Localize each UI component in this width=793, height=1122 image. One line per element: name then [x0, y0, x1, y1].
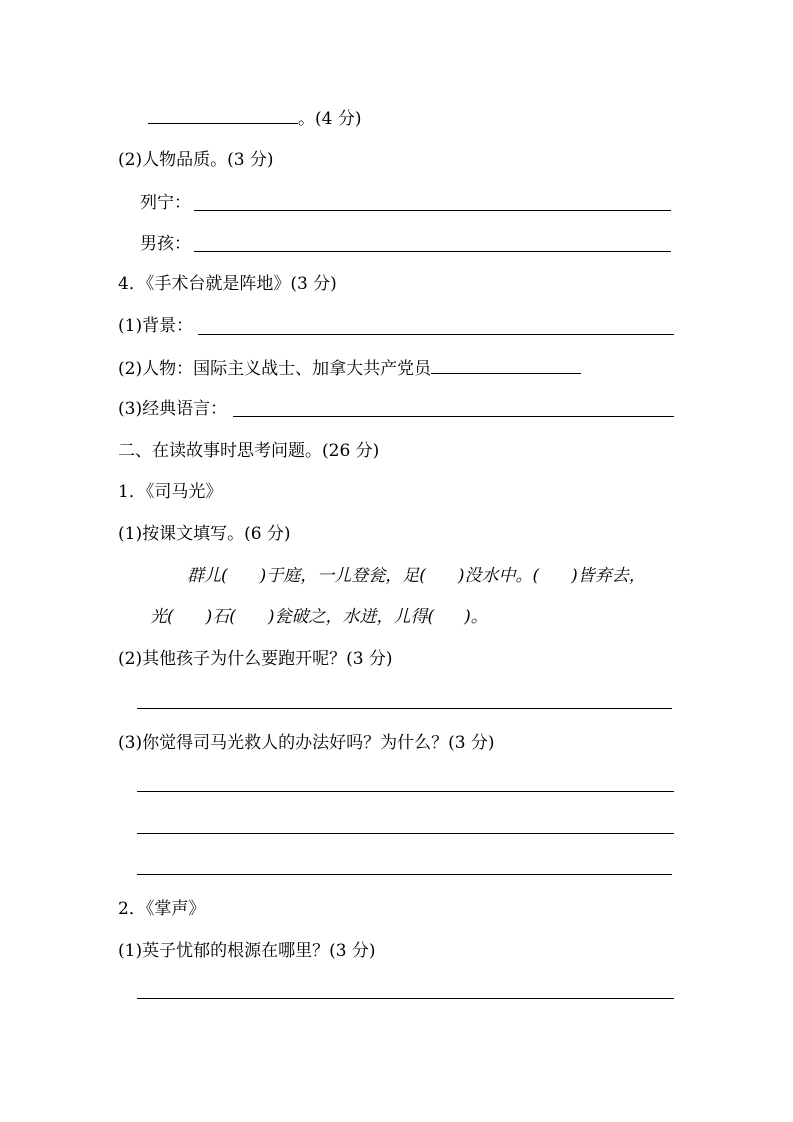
- s2q1-q2-answer-line[interactable]: [137, 708, 672, 709]
- cloze-line-1: [187, 565, 646, 587]
- boy-label: 男孩：: [140, 234, 191, 254]
- cloze-text: )没水中。(: [457, 566, 540, 586]
- lenin-answer-line[interactable]: [194, 210, 671, 211]
- lenin-label: 列宁：: [140, 193, 191, 213]
- q4-person-label: (2)人物：国际主义战士、加拿大共产党员: [118, 359, 432, 379]
- section2-title: 二、在读故事时思考问题。(26 分): [118, 441, 380, 461]
- cloze-text: )。: [464, 607, 488, 627]
- q4-quote-label: (3)经典语言：: [118, 399, 228, 419]
- s2q1-q3-answer-line-2[interactable]: [137, 833, 674, 834]
- s2q1-q2-label: (2)其他孩子为什么要跑开呢？(3 分): [118, 649, 393, 669]
- cloze-text: 群儿(: [187, 566, 228, 586]
- q4-title: 4．《手术台就是阵地》(3 分): [118, 274, 337, 294]
- boy-answer-line[interactable]: [194, 251, 671, 252]
- cloze-text: )瓮破之，水迸，儿得(: [267, 607, 435, 627]
- s2q2-title: 2．《掌声》: [118, 899, 206, 919]
- s2q1-q3-answer-line-1[interactable]: [137, 791, 674, 792]
- score-label: 。(4 分): [298, 109, 362, 129]
- q4-person-blank[interactable]: [431, 357, 581, 374]
- q4-background-label: (1)背景：: [118, 316, 194, 336]
- s2q1-q3-label: (3)你觉得司马光救人的办法好吗？为什么？(3 分): [118, 733, 495, 753]
- s2q1-fill-label: (1)按课文填写。(6 分): [118, 524, 291, 544]
- q4-person-line: [118, 357, 581, 380]
- cloze-text: )石(: [205, 607, 236, 627]
- cloze-text: 光(: [150, 607, 174, 627]
- q3-2-label: (2)人物品质。(3 分): [118, 150, 274, 170]
- s2q2-q1-answer-line[interactable]: [137, 998, 674, 999]
- cloze-line-2: [150, 606, 488, 628]
- q4-background-answer-line[interactable]: [198, 334, 674, 335]
- q4-quote-answer-line[interactable]: [233, 416, 674, 417]
- answer-blank[interactable]: [148, 107, 298, 124]
- s2q1-q3-answer-line-3[interactable]: [137, 874, 672, 875]
- cloze-text: )皆弃去，: [571, 566, 646, 586]
- cloze-text: )于庭，一儿登瓮，足(: [259, 566, 426, 586]
- s2q2-q1-label: (1)英子忧郁的根源在哪里？(3 分): [118, 941, 376, 961]
- s2q1-title: 1．《司马光》: [118, 482, 223, 502]
- q3-1-answer-line: [148, 107, 361, 130]
